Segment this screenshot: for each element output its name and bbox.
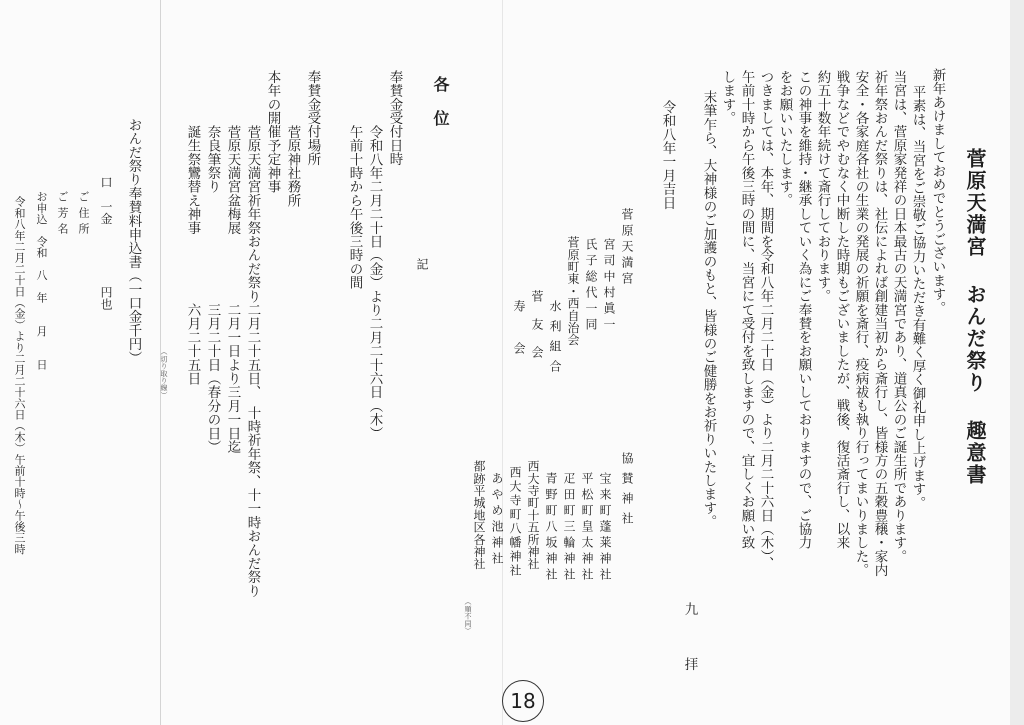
form-date-field: お申込 令和 八 年 月 日 (35, 191, 48, 371)
form-amount-field: 口 一金 円也 (99, 176, 113, 311)
greeting-line: この神事を維持・継承していく為にご奉賛をお願いしておりますので、ご協力 (795, 70, 812, 550)
sponsor-item: 西大寺町十五所神社 (526, 460, 540, 570)
greeting-line: 祈年祭おんだ祭りは、社伝によれば創建当初から斎行し、皆様方の五穀豊穣・家内 (871, 70, 888, 577)
document-title: 菅原天満宮 おんだ祭り 趣意書 (963, 148, 987, 486)
event-item: 菅原天満宮盆梅展 二月一日より三月一日迄 (224, 125, 241, 454)
greeting-line: します。 (719, 70, 736, 125)
sponsor-item: 青野町八坂神社 (544, 472, 558, 584)
page-number: 18 (502, 680, 544, 722)
greeting-line: 新年あけましておめでとうございます。 (929, 68, 946, 315)
event-item: 菅原天満宮祈年祭おんだ祭り二月二十五日、 十時祈年祭、十一時おんだ祭り (244, 125, 261, 598)
event-item: 奈良筆祭り 三月二十日（春分の日） (204, 125, 221, 454)
greeting-line: 約五十数年続けて斎行しております。 (814, 70, 831, 303)
sponsor-item: あやめ池神社 (490, 472, 504, 568)
fold-line (502, 0, 503, 725)
form-title: おんだ祭り奉賛料申込書（一口金千円） (125, 118, 142, 365)
organizer: 水利組合 (548, 300, 562, 380)
events-label: 本年の開催予定神事 (264, 70, 281, 194)
sponsors-title: 協賛神社 (620, 452, 634, 532)
greeting-line: 午前十時から午後三時の間に、当宮にて受付を致しますので、宜しくお願い致 (738, 70, 755, 550)
organizer: 宮司中村眞一 (602, 238, 616, 334)
organizer: 菅原町東・西自治会 (566, 236, 580, 346)
reception-place-value: 菅原神社務所 (284, 125, 301, 208)
greeting-line: 安全・各家庭各社の生業の発展の祈願を斎行、疫病祓も執り行ってまいりました。 (852, 70, 869, 577)
sponsor-item: 疋田町三輪神社 (562, 472, 576, 584)
greeting-line: 戦争などでやむなく中断した時期もございましたが、戦後、復活斎行し、以来 (833, 70, 850, 550)
form-name-field: ご芳名 (56, 191, 69, 239)
greeting-line: つきましては、本年、期間を令和八年二月二十日（金）より二月二十六日（木）、 (757, 70, 774, 571)
form-period-text: 令和八年二月二十日（金）より二月二十六日（木）午前十時〜午後三時 (13, 196, 26, 555)
organizer: 氏子総代一同 (584, 238, 598, 334)
organizer: 寿会 (512, 300, 526, 384)
organizer: 菅原天満宮 (620, 208, 634, 288)
organizer: 菅友会 (530, 290, 544, 374)
recipients-heading: 各位 (431, 76, 450, 144)
form-address-field: ご住所 (77, 191, 90, 239)
sponsor-item: 西大寺町八幡神社 (508, 466, 522, 578)
ki-label: 記 (415, 258, 429, 271)
date-text: 令和八年一月吉日 (659, 100, 676, 210)
reception-period-label: 奉賛金受付日時 (386, 70, 403, 166)
sponsor-item: 宝来町蓬莱神社 (598, 472, 612, 584)
sponsors-note: （順不同） (464, 598, 472, 634)
reception-period-time: 午前十時から午後三時の間 (346, 125, 363, 290)
cut-line-label: （切り取り線） (160, 348, 168, 399)
greeting-line: をお願いいたします。 (776, 70, 793, 207)
closing-text: 九 拝 (681, 602, 698, 685)
greeting-line: 当宮は、菅原家発祥の日本最古の天満宮であり、道真公のご誕生所であります。 (890, 70, 907, 564)
reception-place-label: 奉賛金受付場所 (304, 70, 321, 166)
greeting-line: 平素は、当宮をご崇敬ご協力いただき有難く厚く御礼申し上げます。 (909, 85, 926, 510)
sponsor-item: 平松町皇太神社 (580, 472, 594, 584)
greeting-line: 末筆乍ら、大神様のご加護のもと、皆様のご健勝をお祈りいたします。 (700, 90, 717, 529)
sponsor-item: 都跡平城地区各神社 (472, 460, 486, 570)
event-item: 誕生祭鸞替え神事 六月二十五日 (184, 125, 201, 386)
reception-period-date: 令和八年二月二十日（金）より二月二十六日（木） (366, 125, 383, 441)
